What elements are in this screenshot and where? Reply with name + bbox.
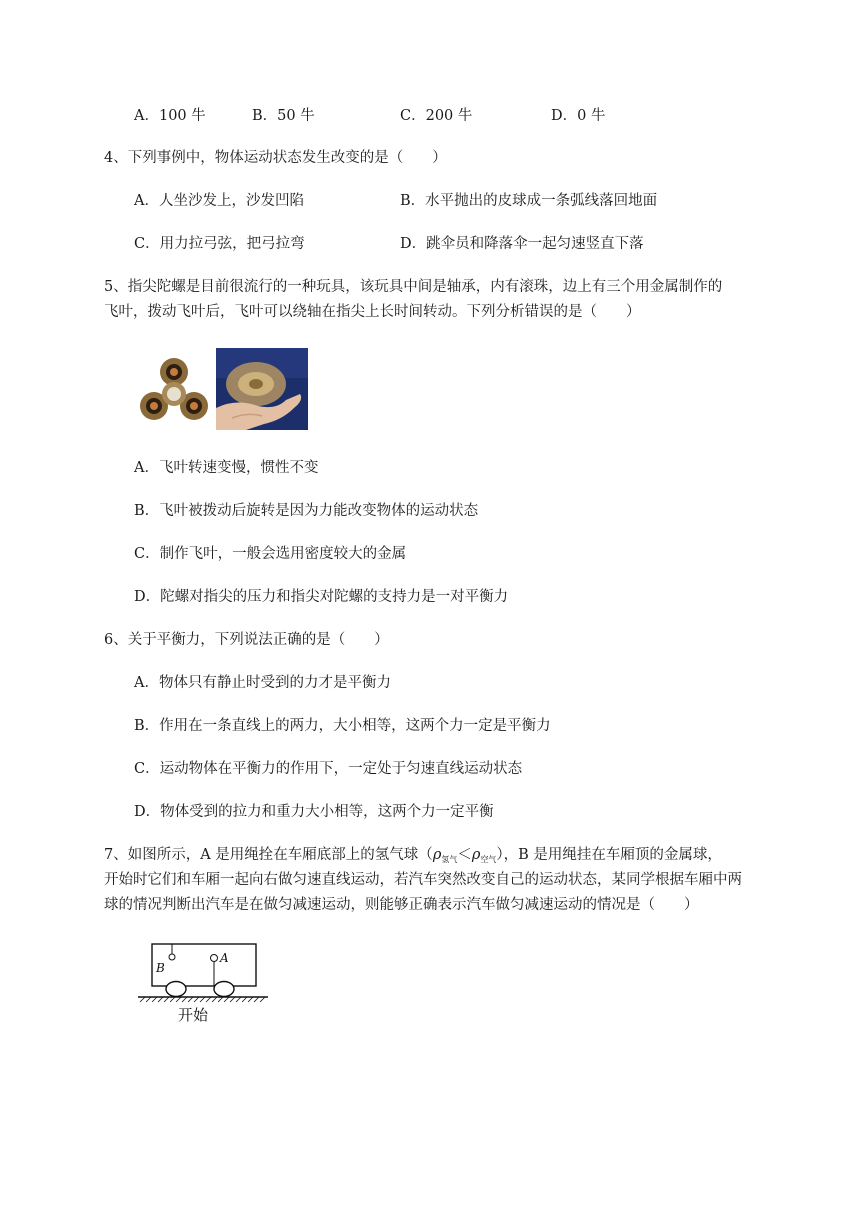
label-b: B: [156, 961, 165, 975]
figure-caption: 开始: [178, 1006, 209, 1024]
q3-option-d: D．0 牛: [551, 108, 606, 124]
carriage-box: [152, 944, 256, 986]
wheel-left: [166, 982, 186, 997]
q4-option-b: B．水平抛出的皮球成一条弧线落回地面: [400, 193, 658, 209]
q7-stem-line3: 球的情况判断出汽车是在做匀减速运动，则能够正确表示汽车做匀减速运动的情况是（ ）: [104, 897, 699, 913]
wheel-right: [214, 982, 234, 997]
q6-option-d: D．物体受到的拉力和重力大小相等，这两个力一定平衡: [134, 804, 494, 820]
q7-stem-line1: 7、如图所示，A 是用绳拴在车厢底部上的氢气球$(\rho_{氢气}<\rho_{空气})$，B 是用绳挂在车厢顶的金属球，: [104, 847, 722, 864]
q5-option-d: D．陀螺对指尖的压力和指尖对陀螺的支持力是一对平衡力: [134, 589, 509, 605]
balloon-a: [211, 955, 218, 962]
q3-option-a: A．100 牛: [134, 108, 206, 124]
q7-stem-line2: 开始时它们和车厢一起向右做匀速直线运动，若汽车突然改变自己的运动状态，某同学根据车厢中两: [104, 872, 742, 888]
q4-option-c: C．用力拉弓弦，把弓拉弯: [134, 236, 305, 252]
q5-stem-line2: 飞叶，拨动飞叶后，飞叶可以绕轴在指尖上长时间转动。下列分析错误的是（ ）: [104, 304, 641, 320]
q6-option-a: A．物体只有静止时受到的力才是平衡力: [134, 675, 391, 691]
q5-option-a: A．飞叶转速变慢，惯性不变: [134, 460, 319, 476]
spinning-on-finger-image: [216, 348, 308, 430]
q3-option-c: C．200 牛: [400, 108, 473, 124]
q4-option-d: D．跳伞员和降落伞一起匀速竖直下落: [400, 236, 644, 252]
q5-option-c: C．制作飞叶，一般会选用密度较大的金属: [134, 546, 407, 562]
q4-stem: 4、下列事例中，物体运动状态发生改变的是（ ）: [104, 150, 447, 166]
q5-stem-line1: 5、指尖陀螺是目前很流行的一种玩具，该玩具中间是轴承，内有滚珠，边上有三个用金属制作的: [104, 279, 723, 295]
fidget-spinner-photo: [136, 348, 308, 430]
q6-stem: 6、关于平衡力，下列说法正确的是（ ）: [104, 632, 389, 648]
label-a: A: [220, 951, 229, 965]
ground-hatching: [140, 997, 265, 1002]
q3-option-b: B．50 牛: [252, 108, 315, 124]
ball-b: [169, 954, 175, 960]
q5-option-b: B．飞叶被拨动后旋转是因为力能改变物体的运动状态: [134, 503, 479, 519]
q6-option-c: C．运动物体在平衡力的作用下，一定处于匀速直线运动状态: [134, 761, 523, 777]
q4-option-a: A．人坐沙发上，沙发凹陷: [134, 193, 304, 209]
spinner-product-image: [136, 348, 212, 430]
q6-option-b: B．作用在一条直线上的两力，大小相等，这两个力一定是平衡力: [134, 718, 551, 734]
